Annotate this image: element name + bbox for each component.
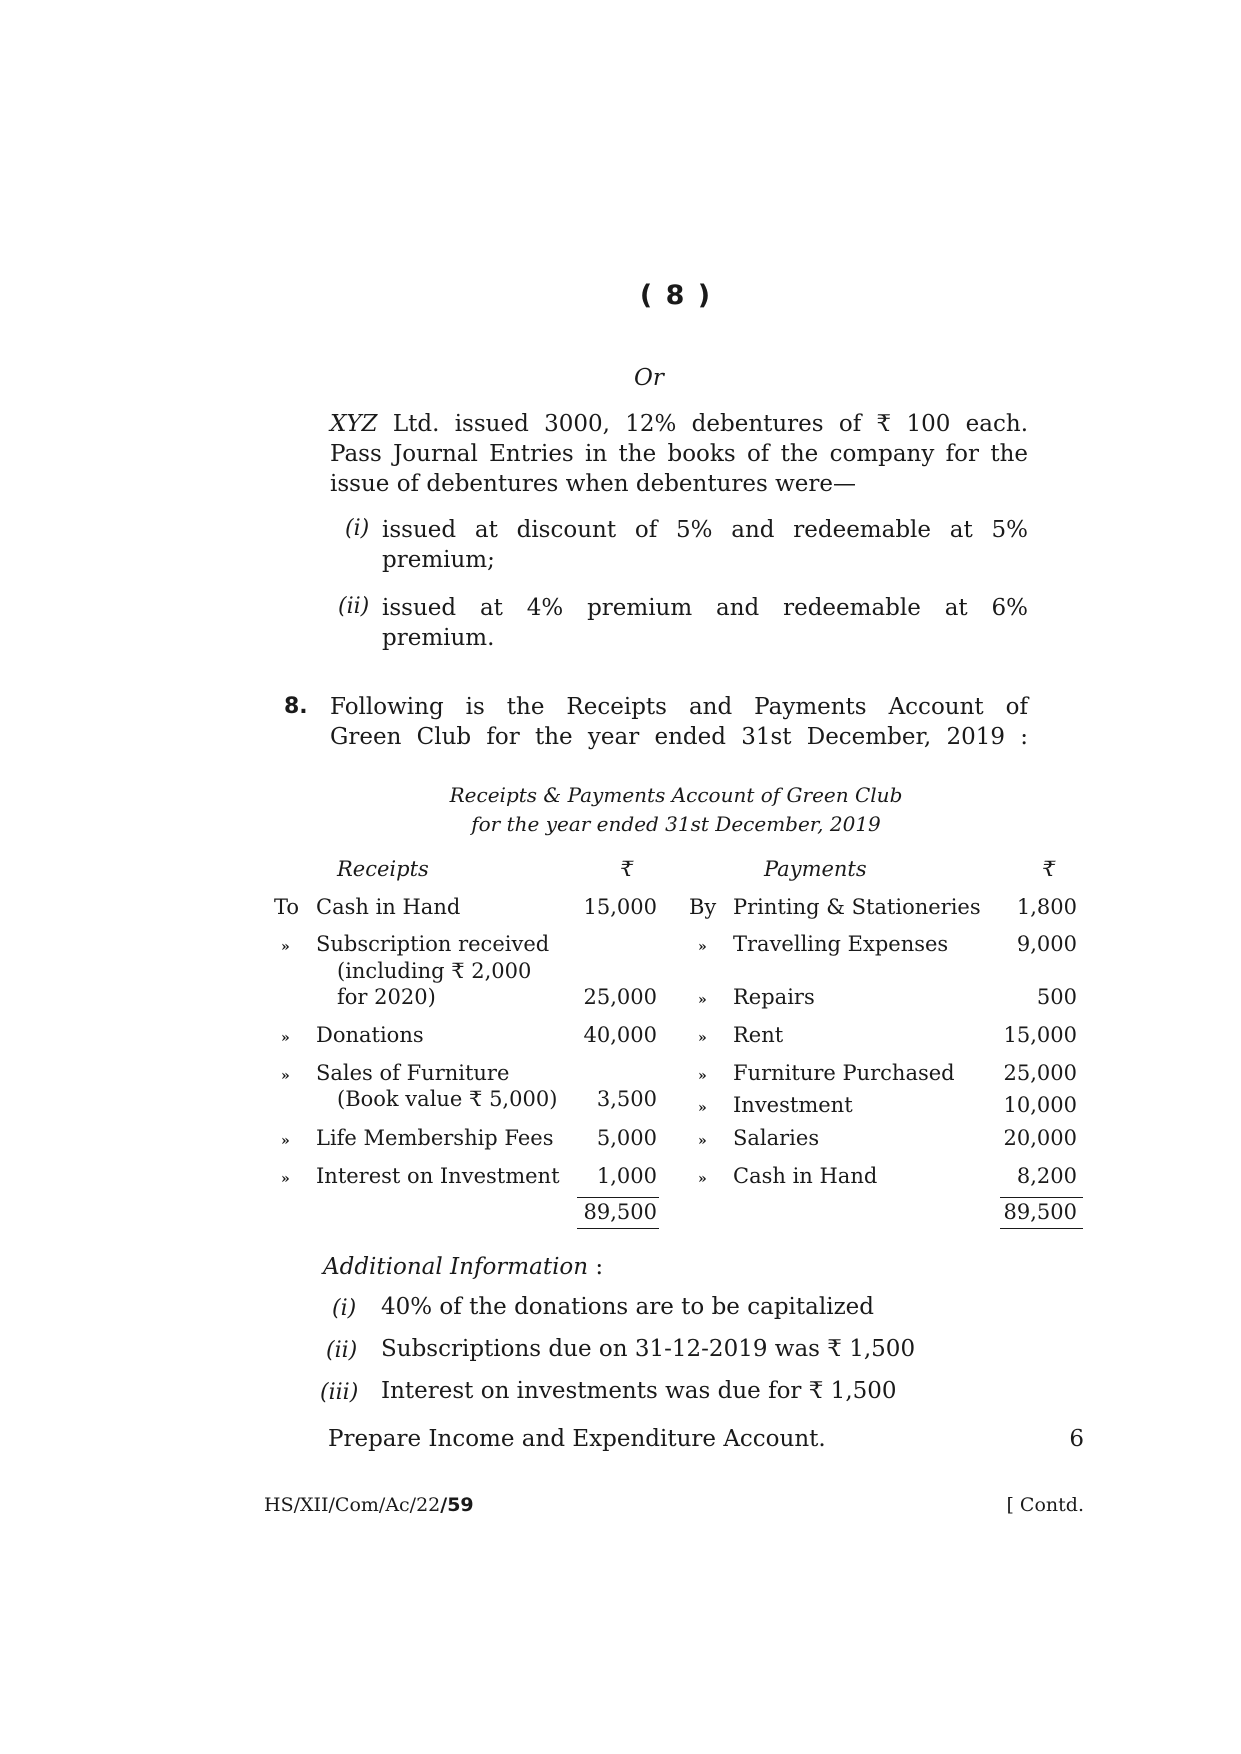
option-text: [382, 515, 1028, 575]
receipts-total: 89,500: [583, 1200, 657, 1224]
additional-info-colon: :: [588, 1254, 604, 1280]
payment-amount: 25,000: [1003, 1061, 1077, 1085]
payment-label: Investment: [733, 1093, 853, 1117]
payment-label: Repairs: [733, 985, 815, 1009]
payments-total-rule-bottom: [1000, 1228, 1083, 1229]
marks: 6: [1069, 1426, 1084, 1452]
intro-line-3: issue of debentures when debentures were—: [330, 471, 857, 497]
payment-label: Cash in Hand: [733, 1164, 878, 1188]
ditto-mark: »: [698, 992, 707, 1008]
receipt-amount: 5,000: [596, 1126, 657, 1150]
payments-total-rule-top: [1000, 1197, 1083, 1198]
payment-amount: 9,000: [1016, 932, 1077, 956]
ditto-mark: »: [698, 1068, 707, 1084]
ditto-mark: »: [698, 939, 707, 955]
company-name: XYZ: [330, 411, 378, 437]
receipt-sub-label: (Book value ₹ 5,000): [337, 1087, 558, 1111]
receipt-amount: 15,000: [583, 895, 657, 919]
contd-label: [ Contd.: [1006, 1494, 1084, 1516]
receipt-label: Interest on Investment: [316, 1164, 560, 1188]
question-line-2: Green Club for the year ended 31st December, 2019 :: [330, 724, 1028, 750]
receipt-label: Donations: [316, 1023, 424, 1047]
question-number: 8.: [284, 694, 308, 719]
page-number: ( 8 ): [639, 280, 713, 311]
payment-amount: 1,800: [1016, 895, 1077, 919]
info-item-text: Interest on investments was due for ₹ 1,500: [381, 1378, 897, 1404]
option-line-1: issued at discount of 5% and redeemable at 5%: [382, 517, 1028, 543]
account-caption-line-1: Receipts & Payments Account of Green Club: [449, 783, 903, 807]
info-item-number: (iii): [320, 1380, 359, 1405]
payments-total: 89,500: [1003, 1200, 1077, 1224]
debenture-question-text: [330, 409, 1028, 499]
instruction-text: Prepare Income and Expenditure Account.: [328, 1426, 826, 1452]
info-item-number: (i): [332, 1296, 357, 1321]
additional-info-heading: [323, 1254, 603, 1280]
payment-amount: 500: [1036, 985, 1077, 1009]
payment-prefix: By: [689, 895, 717, 919]
ditto-mark: »: [281, 1133, 290, 1149]
receipt-amount: 3,500: [596, 1087, 657, 1111]
receipt-label: Sales of Furniture: [316, 1061, 510, 1085]
option-number: (i): [345, 516, 370, 541]
intro-line-2: Pass Journal Entries in the books of the company for the: [330, 441, 1028, 467]
receipts-total-rule-bottom: [577, 1228, 659, 1229]
ditto-mark: »: [281, 1030, 290, 1046]
receipt-sub-label: for 2020): [337, 985, 436, 1009]
question-line-1: Following is the Receipts and Payments Account of: [330, 694, 1028, 720]
payment-label: Printing & Stationeries: [733, 895, 981, 919]
receipt-sub-label: (including ₹ 2,000: [337, 959, 532, 983]
payment-amount: 20,000: [1003, 1126, 1077, 1150]
receipt-prefix: To: [274, 895, 300, 919]
option-line-1: issued at 4% premium and redeemable at 6%: [382, 595, 1028, 621]
ditto-mark: »: [698, 1171, 707, 1187]
option-line-2: premium.: [382, 625, 495, 651]
payment-label: Travelling Expenses: [733, 932, 949, 956]
payment-amount: 8,200: [1016, 1164, 1077, 1188]
info-item-text: Subscriptions due on 31-12-2019 was ₹ 1,500: [381, 1336, 916, 1362]
payment-label: Rent: [733, 1023, 784, 1047]
receipts-header: Receipts: [337, 857, 429, 881]
account-caption-line-2: for the year ended 31st December, 2019: [471, 812, 881, 836]
option-number: (ii): [338, 594, 370, 619]
ditto-mark: »: [281, 1171, 290, 1187]
intro-line-1: [330, 409, 1028, 439]
additional-info-heading-text: Additional Information: [323, 1254, 589, 1280]
payment-label: Furniture Purchased: [733, 1061, 955, 1085]
payment-amount: 10,000: [1003, 1093, 1077, 1117]
receipts-total-rule-top: [577, 1197, 659, 1198]
receipt-amount: 25,000: [583, 985, 657, 1009]
intro-line-1-rest: Ltd. issued 3000, 12% debentures of ₹ 100 each.: [377, 411, 1028, 437]
ditto-mark: »: [698, 1100, 707, 1116]
info-item-text: 40% of the donations are to be capitalized: [381, 1294, 875, 1320]
payments-header: Payments: [764, 857, 867, 881]
payment-amount: 15,000: [1003, 1023, 1077, 1047]
receipt-label: Cash in Hand: [316, 895, 461, 919]
receipt-amount: 1,000: [596, 1164, 657, 1188]
ditto-mark: »: [698, 1030, 707, 1046]
paper-code: [264, 1494, 474, 1516]
question-text: [330, 692, 1028, 752]
info-item-number: (ii): [326, 1338, 358, 1363]
paper-code-prefix: HS/XII/Com/Ac/22: [264, 1494, 441, 1516]
ditto-mark: »: [281, 1068, 290, 1084]
ditto-mark: »: [698, 1133, 707, 1149]
receipts-currency-header: ₹: [620, 857, 634, 881]
receipt-label: Life Membership Fees: [316, 1126, 554, 1150]
or-label: Or: [634, 365, 664, 391]
option-line-2: premium;: [382, 547, 495, 573]
payments-currency-header: ₹: [1042, 857, 1056, 881]
option-text: [382, 593, 1028, 653]
receipt-label: Subscription received: [316, 932, 550, 956]
paper-code-suffix: /59: [440, 1494, 474, 1516]
payment-label: Salaries: [733, 1126, 820, 1150]
ditto-mark: »: [281, 939, 290, 955]
receipt-amount: 40,000: [583, 1023, 657, 1047]
